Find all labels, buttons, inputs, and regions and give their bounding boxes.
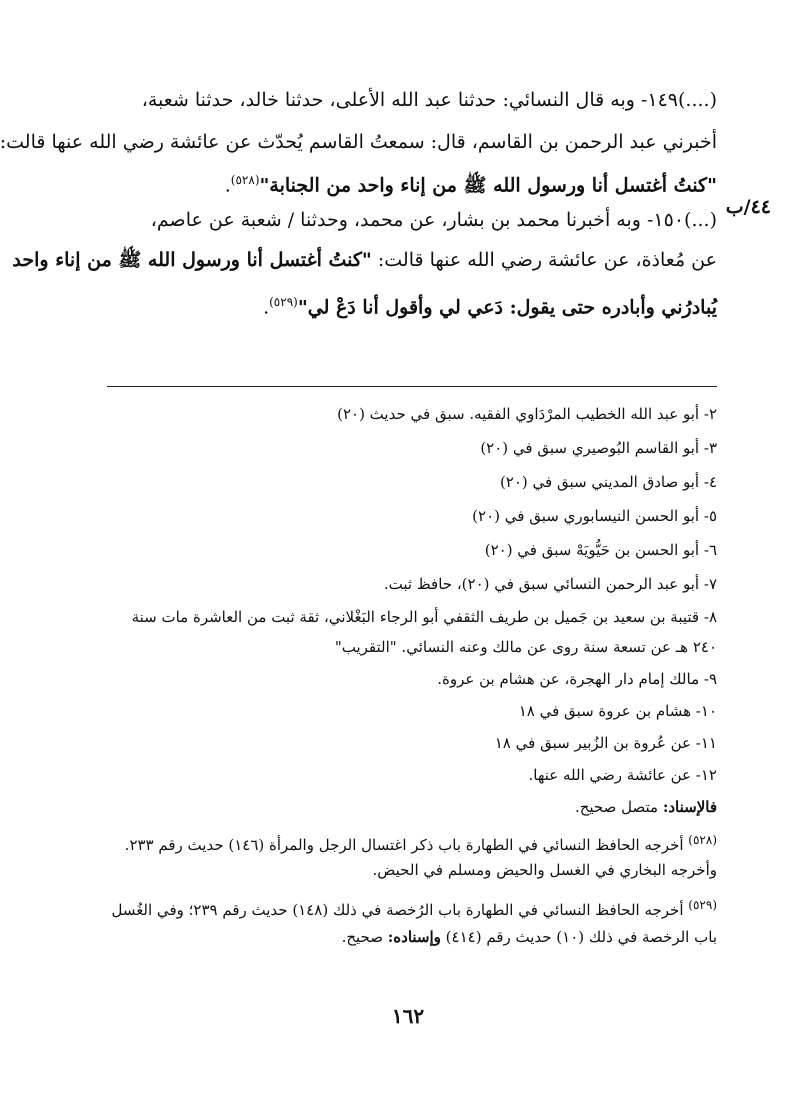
narrator-note-4: ٤- أبو صادق المديني سبق في (٢٠) — [499, 473, 717, 491]
footnote-ref-528: (٥٢٨) — [230, 173, 260, 187]
narrator-note-11: ١١- عن عُروة بن الزُبير سبق في ١٨ — [494, 734, 717, 752]
hadith-150-line-1: (...)١٥٠- وبه أخبرنا محمد بن بشار، عن محمد، وحدثنا / شعبة عن عاصم، — [150, 209, 717, 231]
narrator-note-8-continued: ٢٤٠ هـ عن تسعة سنة روى عن مالك وعنه النسائي. "التقريب" — [334, 638, 717, 656]
footnote-529-marker: (٥٢٩) — [688, 898, 717, 912]
footnote-529-text: أخرجه الحافظ النسائي في الطهارة باب الرُخصة في ذلك (١٤٨) حديث رقم ٢٣٩؛ وفي الغُسل — [111, 901, 689, 919]
narrator-note-6: ٦- أبو الحسن بن حَيُّويَهْ سبق في (٢٠) — [484, 541, 717, 559]
footnote-529-isnad-label: وإسناده: — [387, 928, 441, 946]
hadith-149-line-1: (....)١٤٩- وبه قال النسائي: حدثنا عبد الله الأعلى، حدثنا خالد، حدثنا شعبة، — [141, 89, 717, 111]
hadith-149-line-3: "كنتُ أغتسل أنا ورسول الله ﷺ من إناء واحد من الجنابة"$^{(٥٢٨)}$. — [224, 173, 717, 197]
footnote-528-marker: (٥٢٨) — [688, 833, 717, 847]
narrator-note-2: ٢- أبو عبد الله الخطيب المرْدَاوي الفقيه. سبق في حديث (٢٠) — [337, 405, 717, 423]
footnote-529-line-1 — [102, 893, 717, 922]
footnote-529-isnad-value: صحيح. — [341, 928, 388, 946]
narrator-note-9: ٩- مالك إمام دار الهجرة، عن هشام بن عروة. — [437, 670, 717, 688]
hadith-150-line-2 — [12, 246, 717, 274]
narrator-note-8: ٨- قتيبة بن سعيد بن جَميل بن طريف الثقفي أبو الرجاء البَغْلاني، ثقة ثبت من العاشرة مات سنة — [131, 608, 717, 626]
footnote-528-text: أخرجه الحافظ النسائي في الطهارة باب ذكر اغتسال الرجل والمرأة (١٤٦) حديث رقم ٢٣٣. — [124, 836, 689, 854]
isnad-label: فالإسناد: — [662, 798, 717, 816]
footnote-529-source: باب الرخصة في ذلك (١٠) حديث رقم (٤١٤) — [440, 928, 717, 946]
narrator-note-7: ٧- أبو عبد الرحمن النسائي سبق في (٢٠)، حافظ ثبت. — [383, 575, 717, 593]
narrator-note-5: ٥- أبو الحسن النيسابوري سبق في (٢٠) — [472, 507, 717, 525]
isnad-value: متصل صحيح. — [574, 798, 663, 816]
footnote-divider — [107, 386, 717, 387]
page-number: ١٦٢ — [391, 1004, 425, 1028]
footnote-529-line-2 — [102, 925, 717, 949]
hadith-150-line-3: يُبادرُني وأبادره حتى يقول: دَعي لي وأقول أنا دَعْ لي"$^{(٥٢٩)}$. — [263, 295, 717, 319]
hadith-150-quote-start: "كنتُ أغتسل أنا ورسول الله ﷺ من إناء واحد — [12, 249, 372, 271]
narrator-note-12: ١٢- عن عائشة رضي الله عنها. — [528, 766, 717, 784]
margin-folio-reference: ٤٤/ب — [725, 196, 771, 218]
hadith-149-line-2: أخبرني عبد الرحمن بن القاسم، قال: سمعتُ القاسم يُحدّث عن عائشة رضي الله عنها قالت: — [0, 131, 717, 153]
footnote-ref-529: (٥٢٩) — [269, 295, 298, 309]
hadith-150-quote-end: يُبادرُني وأبادره حتى يقول: دَعي لي وأقول أنا دَعْ لي" — [297, 296, 717, 319]
hadith-149-quote: "كنتُ أغتسل أنا ورسول الله ﷺ من إناء واحد من الجنابة" — [259, 174, 717, 197]
narrator-note-3: ٣- أبو القاسم البُوصيري سبق في (٢٠) — [480, 439, 717, 457]
footnote-528-line-1 — [102, 828, 717, 857]
hadith-150-isnad-end: عن مُعاذة، عن عائشة رضي الله عنها قالت: — [371, 249, 717, 271]
narrator-note-10: ١٠- هشام بن عروة سبق في ١٨ — [518, 702, 717, 720]
isnad-verdict — [102, 795, 717, 819]
footnote-528-line-2: وأخرجه البخاري في الغسل والحيض ومسلم في الحيض. — [372, 861, 717, 879]
